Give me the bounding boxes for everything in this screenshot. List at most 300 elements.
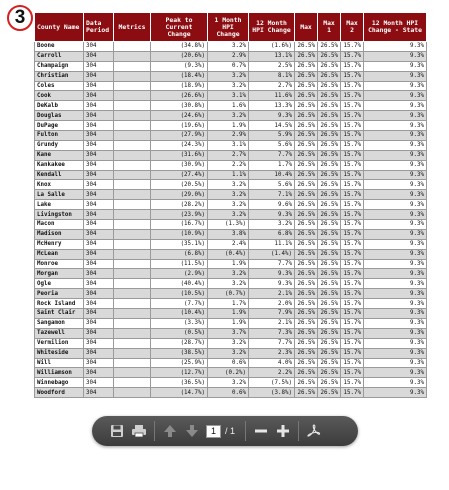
cell-county-name: Will (35, 358, 84, 368)
cell-max-1: 26.5% (318, 160, 341, 170)
cell-12-month-hpi-change-state: 9.3% (364, 71, 427, 81)
table-row (35, 348, 427, 358)
cell-1-month-hpi-change: 0.7% (208, 61, 249, 71)
table-row (35, 81, 427, 91)
cell-12-month-hpi-change: 7.3% (249, 328, 295, 338)
cell-max-1: 26.5% (318, 328, 341, 338)
cell-peak-to-current-change: (28.7%) (151, 338, 208, 348)
cell-12-month-hpi-change: 9.3% (249, 279, 295, 289)
cell-metrics (114, 259, 151, 269)
page-number-input[interactable]: 1 (206, 425, 221, 438)
cell-county-name: Cook (35, 91, 84, 101)
cell-12-month-hpi-change: 2.1% (249, 289, 295, 299)
cell-12-month-hpi-change-state: 9.3% (364, 160, 427, 170)
column-header-max-1: Max 1 (318, 13, 341, 42)
table-row (35, 309, 427, 319)
cell-peak-to-current-change: (24.6%) (151, 111, 208, 121)
cell-county-name: Madison (35, 229, 84, 239)
arrow-up-icon (163, 424, 177, 438)
cell-data-period: 304 (84, 328, 114, 338)
cell-max: 26.5% (295, 200, 318, 210)
cell-data-period: 304 (84, 61, 114, 71)
cell-12-month-hpi-change-state: 9.3% (364, 42, 427, 52)
cell-peak-to-current-change: (35.1%) (151, 239, 208, 249)
cell-12-month-hpi-change-state: 9.3% (364, 200, 427, 210)
cell-data-period: 304 (84, 249, 114, 259)
cell-max-1: 26.5% (318, 368, 341, 378)
cell-12-month-hpi-change-state: 9.3% (364, 210, 427, 220)
cell-metrics (114, 121, 151, 131)
cell-12-month-hpi-change-state: 9.3% (364, 131, 427, 141)
cell-data-period: 304 (84, 140, 114, 150)
table-row (35, 131, 427, 141)
cell-data-period: 304 (84, 200, 114, 210)
cell-max: 26.5% (295, 328, 318, 338)
cell-1-month-hpi-change: 3.2% (208, 190, 249, 200)
cell-metrics (114, 200, 151, 210)
cell-county-name: Peoria (35, 289, 84, 299)
cell-county-name: DeKalb (35, 101, 84, 111)
cell-max: 26.5% (295, 249, 318, 259)
cell-metrics (114, 140, 151, 150)
cell-county-name: Tazewell (35, 328, 84, 338)
cell-data-period: 304 (84, 378, 114, 388)
cell-county-name: Christian (35, 71, 84, 81)
cell-county-name: Knox (35, 180, 84, 190)
cell-county-name: Ogle (35, 279, 84, 289)
cell-max-2: 15.7% (341, 220, 364, 230)
cell-1-month-hpi-change: 2.2% (208, 160, 249, 170)
cell-1-month-hpi-change: 3.2% (208, 81, 249, 91)
cell-max: 26.5% (295, 170, 318, 180)
table-row (35, 378, 427, 388)
cell-max: 26.5% (295, 368, 318, 378)
cell-peak-to-current-change: (7.7%) (151, 299, 208, 309)
cell-data-period: 304 (84, 190, 114, 200)
cell-max-2: 15.7% (341, 51, 364, 61)
table-row (35, 269, 427, 279)
cell-max-2: 15.7% (341, 279, 364, 289)
cell-1-month-hpi-change: 3.8% (208, 229, 249, 239)
cell-data-period: 304 (84, 309, 114, 319)
cell-max-2: 15.7% (341, 289, 364, 299)
cell-max: 26.5% (295, 220, 318, 230)
cell-1-month-hpi-change: 1.9% (208, 121, 249, 131)
table-row (35, 200, 427, 210)
cell-max-1: 26.5% (318, 279, 341, 289)
acrobat-icon (306, 423, 322, 439)
cell-12-month-hpi-change-state: 9.3% (364, 368, 427, 378)
cell-1-month-hpi-change: (0.7%) (208, 289, 249, 299)
cell-max-2: 15.7% (341, 61, 364, 71)
previous-page-button[interactable] (159, 420, 181, 442)
cell-peak-to-current-change: (20.6%) (151, 51, 208, 61)
cell-max-1: 26.5% (318, 131, 341, 141)
cell-metrics (114, 289, 151, 299)
cell-max-1: 26.5% (318, 229, 341, 239)
cell-max-2: 15.7% (341, 81, 364, 91)
column-header-12-month-hpi-change: 12 Month HPI Change (249, 13, 295, 42)
cell-county-name: Sangamon (35, 318, 84, 328)
zoom-out-button[interactable] (250, 420, 272, 442)
table-row (35, 279, 427, 289)
cell-county-name: Boone (35, 42, 84, 52)
cell-peak-to-current-change: (10.4%) (151, 309, 208, 319)
table-row (35, 190, 427, 200)
cell-metrics (114, 368, 151, 378)
cell-peak-to-current-change: (3.3%) (151, 318, 208, 328)
cell-12-month-hpi-change-state: 9.3% (364, 309, 427, 319)
cell-1-month-hpi-change: 2.4% (208, 239, 249, 249)
cell-max-2: 15.7% (341, 378, 364, 388)
cell-metrics (114, 101, 151, 111)
toolbar-separator (298, 421, 299, 441)
cell-12-month-hpi-change: 1.7% (249, 160, 295, 170)
cell-data-period: 304 (84, 210, 114, 220)
cell-peak-to-current-change: (26.6%) (151, 91, 208, 101)
cell-max: 26.5% (295, 388, 318, 398)
cell-county-name: Livingston (35, 210, 84, 220)
table-row (35, 140, 427, 150)
cell-12-month-hpi-change: 7.9% (249, 309, 295, 319)
cell-data-period: 304 (84, 42, 114, 52)
cell-12-month-hpi-change: (3.8%) (249, 388, 295, 398)
cell-data-period: 304 (84, 101, 114, 111)
cell-metrics (114, 170, 151, 180)
cell-county-name: McHenry (35, 239, 84, 249)
cell-max: 26.5% (295, 101, 318, 111)
print-icon (131, 424, 147, 438)
cell-max-2: 15.7% (341, 160, 364, 170)
cell-12-month-hpi-change-state: 9.3% (364, 358, 427, 368)
table-row (35, 318, 427, 328)
cell-max: 26.5% (295, 91, 318, 101)
cell-max-1: 26.5% (318, 180, 341, 190)
table-row (35, 220, 427, 230)
cell-12-month-hpi-change-state: 9.3% (364, 269, 427, 279)
cell-data-period: 304 (84, 220, 114, 230)
cell-peak-to-current-change: (10.5%) (151, 289, 208, 299)
cell-max-1: 26.5% (318, 190, 341, 200)
cell-county-name: Coles (35, 81, 84, 91)
cell-12-month-hpi-change: 9.3% (249, 269, 295, 279)
cell-1-month-hpi-change: 1.9% (208, 259, 249, 269)
cell-12-month-hpi-change: 6.8% (249, 229, 295, 239)
table-row (35, 210, 427, 220)
column-header-1-month-hpi-change: 1 Month HPI Change (208, 13, 249, 42)
cell-max: 26.5% (295, 210, 318, 220)
cell-county-name: Whiteside (35, 348, 84, 358)
cell-12-month-hpi-change: 7.7% (249, 338, 295, 348)
cell-max: 26.5% (295, 289, 318, 299)
cell-data-period: 304 (84, 358, 114, 368)
cell-max-2: 15.7% (341, 269, 364, 279)
cell-1-month-hpi-change: 3.2% (208, 111, 249, 121)
cell-12-month-hpi-change: (1.6%) (249, 42, 295, 52)
table-row (35, 338, 427, 348)
cell-county-name: La Salle (35, 190, 84, 200)
cell-county-name: Douglas (35, 111, 84, 121)
cell-1-month-hpi-change: 3.2% (208, 200, 249, 210)
cell-1-month-hpi-change: 1.7% (208, 299, 249, 309)
cell-12-month-hpi-change: 11.1% (249, 239, 295, 249)
cell-max-2: 15.7% (341, 318, 364, 328)
cell-data-period: 304 (84, 348, 114, 358)
cell-max-1: 26.5% (318, 121, 341, 131)
cell-county-name: McLean (35, 249, 84, 259)
cell-county-name: Monroe (35, 259, 84, 269)
cell-max-1: 26.5% (318, 318, 341, 328)
cell-12-month-hpi-change: (7.5%) (249, 378, 295, 388)
cell-max-2: 15.7% (341, 229, 364, 239)
cell-max-1: 26.5% (318, 358, 341, 368)
cell-peak-to-current-change: (29.0%) (151, 190, 208, 200)
table-row (35, 259, 427, 269)
cell-max: 26.5% (295, 160, 318, 170)
column-header-peak-to-current-change: Peak to Current Change (151, 13, 208, 42)
cell-data-period: 304 (84, 150, 114, 160)
cell-county-name: Saint Clair (35, 309, 84, 319)
open-in-acrobat-button[interactable] (303, 420, 325, 442)
cell-12-month-hpi-change-state: 9.3% (364, 328, 427, 338)
zoom-in-button[interactable] (272, 420, 294, 442)
cell-12-month-hpi-change-state: 9.3% (364, 81, 427, 91)
cell-12-month-hpi-change-state: 9.3% (364, 170, 427, 180)
cell-max-1: 26.5% (318, 388, 341, 398)
cell-peak-to-current-change: (14.7%) (151, 388, 208, 398)
cell-metrics (114, 61, 151, 71)
cell-12-month-hpi-change-state: 9.3% (364, 101, 427, 111)
cell-max: 26.5% (295, 51, 318, 61)
table-body (35, 42, 427, 398)
cell-max-2: 15.7% (341, 131, 364, 141)
hpi-report-table-container (34, 12, 426, 398)
cell-12-month-hpi-change: 7.1% (249, 190, 295, 200)
cell-county-name: Woodford (35, 388, 84, 398)
cell-max-1: 26.5% (318, 42, 341, 52)
next-page-button[interactable] (181, 420, 203, 442)
cell-max: 26.5% (295, 309, 318, 319)
cell-max-1: 26.5% (318, 239, 341, 249)
cell-metrics (114, 71, 151, 81)
cell-data-period: 304 (84, 289, 114, 299)
cell-max: 26.5% (295, 180, 318, 190)
cell-metrics (114, 229, 151, 239)
cell-peak-to-current-change: (20.5%) (151, 180, 208, 190)
cell-12-month-hpi-change: 10.4% (249, 170, 295, 180)
cell-max-2: 15.7% (341, 328, 364, 338)
cell-max: 26.5% (295, 338, 318, 348)
cell-peak-to-current-change: (27.9%) (151, 131, 208, 141)
cell-12-month-hpi-change-state: 9.3% (364, 279, 427, 289)
cell-county-name: Morgan (35, 269, 84, 279)
cell-max-1: 26.5% (318, 51, 341, 61)
cell-1-month-hpi-change: 3.2% (208, 180, 249, 190)
cell-max: 26.5% (295, 121, 318, 131)
cell-1-month-hpi-change: 3.2% (208, 378, 249, 388)
cell-metrics (114, 269, 151, 279)
cell-data-period: 304 (84, 131, 114, 141)
cell-max: 26.5% (295, 279, 318, 289)
cell-max-2: 15.7% (341, 299, 364, 309)
cell-metrics (114, 338, 151, 348)
cell-max-1: 26.5% (318, 140, 341, 150)
cell-metrics (114, 388, 151, 398)
cell-max-2: 15.7% (341, 358, 364, 368)
cell-max: 26.5% (295, 81, 318, 91)
cell-data-period: 304 (84, 81, 114, 91)
cell-peak-to-current-change: (38.5%) (151, 348, 208, 358)
cell-max-2: 15.7% (341, 42, 364, 52)
cell-peak-to-current-change: (12.7%) (151, 368, 208, 378)
table-row (35, 121, 427, 131)
cell-12-month-hpi-change: 9.3% (249, 210, 295, 220)
cell-12-month-hpi-change-state: 9.3% (364, 259, 427, 269)
cell-max-2: 15.7% (341, 259, 364, 269)
table-row (35, 71, 427, 81)
cell-max-2: 15.7% (341, 309, 364, 319)
cell-county-name: Williamson (35, 368, 84, 378)
cell-12-month-hpi-change: 8.1% (249, 71, 295, 81)
cell-metrics (114, 150, 151, 160)
cell-1-month-hpi-change: 3.2% (208, 210, 249, 220)
cell-12-month-hpi-change-state: 9.3% (364, 140, 427, 150)
cell-max-1: 26.5% (318, 81, 341, 91)
cell-data-period: 304 (84, 71, 114, 81)
cell-county-name: Grundy (35, 140, 84, 150)
cell-12-month-hpi-change: 2.0% (249, 299, 295, 309)
cell-data-period: 304 (84, 259, 114, 269)
cell-12-month-hpi-change: 9.6% (249, 200, 295, 210)
cell-12-month-hpi-change: 5.9% (249, 131, 295, 141)
print-button[interactable] (128, 420, 150, 442)
cell-max-1: 26.5% (318, 101, 341, 111)
cell-12-month-hpi-change: 2.1% (249, 318, 295, 328)
cell-peak-to-current-change: (36.5%) (151, 378, 208, 388)
toolbar-separator (154, 421, 155, 441)
cell-metrics (114, 328, 151, 338)
cell-1-month-hpi-change: (0.2%) (208, 368, 249, 378)
column-header-data-period: Data Period (84, 13, 114, 42)
cell-12-month-hpi-change-state: 9.3% (364, 249, 427, 259)
cell-12-month-hpi-change-state: 9.3% (364, 229, 427, 239)
cell-max-2: 15.7% (341, 111, 364, 121)
cell-max-1: 26.5% (318, 150, 341, 160)
cell-12-month-hpi-change: 2.3% (249, 348, 295, 358)
cell-metrics (114, 220, 151, 230)
cell-max-1: 26.5% (318, 309, 341, 319)
cell-metrics (114, 91, 151, 101)
cell-max-2: 15.7% (341, 239, 364, 249)
cell-1-month-hpi-change: 3.2% (208, 279, 249, 289)
cell-max-2: 15.7% (341, 71, 364, 81)
cell-1-month-hpi-change: 3.7% (208, 328, 249, 338)
cell-max: 26.5% (295, 259, 318, 269)
cell-12-month-hpi-change-state: 9.3% (364, 348, 427, 358)
cell-max: 26.5% (295, 131, 318, 141)
cell-12-month-hpi-change-state: 9.3% (364, 150, 427, 160)
cell-1-month-hpi-change: 0.6% (208, 358, 249, 368)
cell-12-month-hpi-change-state: 9.3% (364, 289, 427, 299)
table-row (35, 51, 427, 61)
cell-metrics (114, 160, 151, 170)
cell-1-month-hpi-change: 1.9% (208, 309, 249, 319)
cell-metrics (114, 318, 151, 328)
table-row (35, 61, 427, 71)
cell-data-period: 304 (84, 229, 114, 239)
cell-county-name: Rock Island (35, 299, 84, 309)
table-row (35, 328, 427, 338)
cell-peak-to-current-change: (9.3%) (151, 61, 208, 71)
table-row (35, 91, 427, 101)
cell-max-2: 15.7% (341, 388, 364, 398)
cell-12-month-hpi-change-state: 9.3% (364, 190, 427, 200)
cell-12-month-hpi-change: 13.3% (249, 101, 295, 111)
cell-max-2: 15.7% (341, 91, 364, 101)
cell-peak-to-current-change: (18.9%) (151, 81, 208, 91)
table-row (35, 249, 427, 259)
cell-data-period: 304 (84, 111, 114, 121)
table-row (35, 239, 427, 249)
cell-max-2: 15.7% (341, 180, 364, 190)
cell-12-month-hpi-change-state: 9.3% (364, 378, 427, 388)
table-row (35, 299, 427, 309)
cell-1-month-hpi-change: 1.9% (208, 318, 249, 328)
table-row (35, 42, 427, 52)
cell-county-name: Macon (35, 220, 84, 230)
cell-metrics (114, 81, 151, 91)
cell-county-name: Lake (35, 200, 84, 210)
table-row (35, 368, 427, 378)
cell-data-period: 304 (84, 279, 114, 289)
cell-max-1: 26.5% (318, 61, 341, 71)
save-button[interactable] (106, 420, 128, 442)
cell-12-month-hpi-change: 2.2% (249, 368, 295, 378)
column-header-county-name: County Name (35, 13, 84, 42)
cell-max-2: 15.7% (341, 101, 364, 111)
cell-12-month-hpi-change: 9.3% (249, 111, 295, 121)
cell-county-name: Fulton (35, 131, 84, 141)
cell-peak-to-current-change: (10.9%) (151, 229, 208, 239)
column-header-metrics: Metrics (114, 13, 151, 42)
cell-max-1: 26.5% (318, 210, 341, 220)
cell-1-month-hpi-change: 3.2% (208, 348, 249, 358)
cell-1-month-hpi-change: 2.7% (208, 150, 249, 160)
cell-12-month-hpi-change: 5.6% (249, 140, 295, 150)
column-header-max: Max (295, 13, 318, 42)
cell-1-month-hpi-change: (1.3%) (208, 220, 249, 230)
cell-1-month-hpi-change: 3.2% (208, 71, 249, 81)
cell-metrics (114, 348, 151, 358)
cell-max-1: 26.5% (318, 378, 341, 388)
cell-data-period: 304 (84, 368, 114, 378)
column-header-12-month-hpi-change-state: 12 Month HPI Change - State (364, 13, 427, 42)
cell-peak-to-current-change: (24.3%) (151, 140, 208, 150)
cell-peak-to-current-change: (11.5%) (151, 259, 208, 269)
cell-metrics (114, 239, 151, 249)
cell-max: 26.5% (295, 318, 318, 328)
cell-data-period: 304 (84, 388, 114, 398)
cell-data-period: 304 (84, 269, 114, 279)
cell-county-name: Kane (35, 150, 84, 160)
cell-peak-to-current-change: (0.5%) (151, 328, 208, 338)
cell-county-name: DuPage (35, 121, 84, 131)
cell-max-2: 15.7% (341, 200, 364, 210)
cell-max-2: 15.7% (341, 368, 364, 378)
cell-12-month-hpi-change: 14.5% (249, 121, 295, 131)
cell-max-2: 15.7% (341, 210, 364, 220)
cell-data-period: 304 (84, 91, 114, 101)
